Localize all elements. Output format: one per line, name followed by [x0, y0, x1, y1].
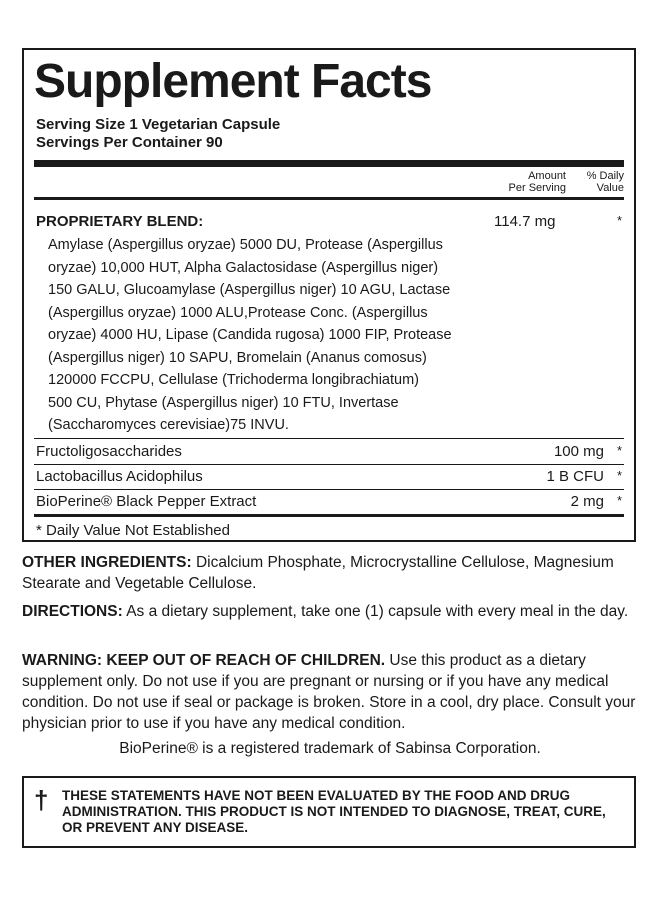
- trademark-notice: BioPerine® is a registered trademark of Sabinsa Corporation.: [119, 740, 541, 757]
- daily-value-footnote: * Daily Value Not Established: [36, 522, 230, 539]
- dagger-icon: †: [34, 785, 49, 815]
- serving-size: Serving Size 1 Vegetarian Capsule: [36, 116, 281, 133]
- directions-label: DIRECTIONS:: [22, 603, 123, 620]
- table-row-label: BioPerine® Black Pepper Extract: [36, 493, 257, 510]
- blend-label: PROPRIETARY BLEND:: [36, 213, 204, 230]
- directions: [22, 601, 642, 622]
- blend-amount: 114.7 mg: [494, 213, 556, 230]
- table-row-amount: 2 mg: [570, 493, 604, 510]
- blend-daily-value: *: [616, 213, 622, 228]
- servings-per-container: Servings Per Container 90: [36, 134, 223, 151]
- table-row-amount: 1 B CFU: [546, 468, 604, 485]
- directions-text: As a dietary supplement, take one (1) capsule with every meal in the day.: [122, 603, 629, 620]
- table-row-amount: 100 mg: [553, 443, 604, 460]
- amount-column-header: Amount Per Serving: [508, 170, 566, 194]
- panel-title: Supplement Facts: [34, 55, 432, 108]
- table-row-daily-value: *: [616, 493, 622, 508]
- warning: [22, 650, 642, 734]
- supplement-facts-panel: [22, 48, 636, 542]
- header-divider: [34, 197, 624, 200]
- other-ingredients-label: OTHER INGREDIENTS:: [22, 554, 192, 571]
- thick-divider: [34, 160, 624, 167]
- table-row-label: Fructoligosaccharides: [36, 443, 182, 460]
- fda-disclaimer-text: THESE STATEMENTS HAVE NOT BEEN EVALUATED BY THE FOOD AND DRUG ADMINISTRATION. THIS PRODUCT IS NOT INTENDED TO DIAGNOSE, TREAT, CURE, OR PREVENT ANY DISEASE.: [62, 788, 606, 835]
- row-divider: [34, 438, 624, 439]
- table-row-label: Lactobacillus Acidophilus: [36, 468, 203, 485]
- footer-divider: [34, 514, 624, 517]
- table-row-daily-value: *: [616, 443, 622, 458]
- row-divider: [34, 464, 624, 465]
- row-divider: [34, 489, 624, 490]
- other-ingredients-text: Dicalcium Phosphate, Microcrystalline Cellulose, Magnesium Stearate and Vegetable Cellulose.: [22, 554, 614, 592]
- daily-value-column-header: % Daily Value: [586, 170, 624, 194]
- table-row-daily-value: *: [616, 468, 622, 483]
- warning-label: WARNING: KEEP OUT OF REACH OF CHILDREN.: [22, 652, 386, 669]
- blend-description: Amylase (Aspergillus oryzae) 5000 DU, Protease (Aspergillus oryzae) 10,000 HUT, Alpha Galactosidase (Aspergillus niger) 150 GALU, Glucoamylase (Aspergillus niger) 10 AGU, Lactase (Aspergillus oryzae) 1000 ALU,Protease Conc. (Aspergillus oryzae) 4000 HU, Lipase (Candida rugosa) 1000 FIP, Protease (Aspergillus niger) 10 SAPU, Bromelain (Ananus comosus) 120000 FCCPU, Cellulase (Trichoderma longibrachiatum) 500 CU, Phytase (Aspergillus niger) 10 FTU, Invertase (Saccharomyces cerevisiae)75 INVU.: [48, 237, 452, 433]
- fda-disclaimer-box: [22, 776, 636, 848]
- other-ingredients: [22, 552, 642, 594]
- warning-text: Use this product as a dietary supplement only. Do not use if you are pregnant or nursing or if you have any medical condition. Do not use if seal or package is broken. Store in a cool, dry place. Consult your physician prior to use if you have any medical condition.: [22, 652, 636, 732]
